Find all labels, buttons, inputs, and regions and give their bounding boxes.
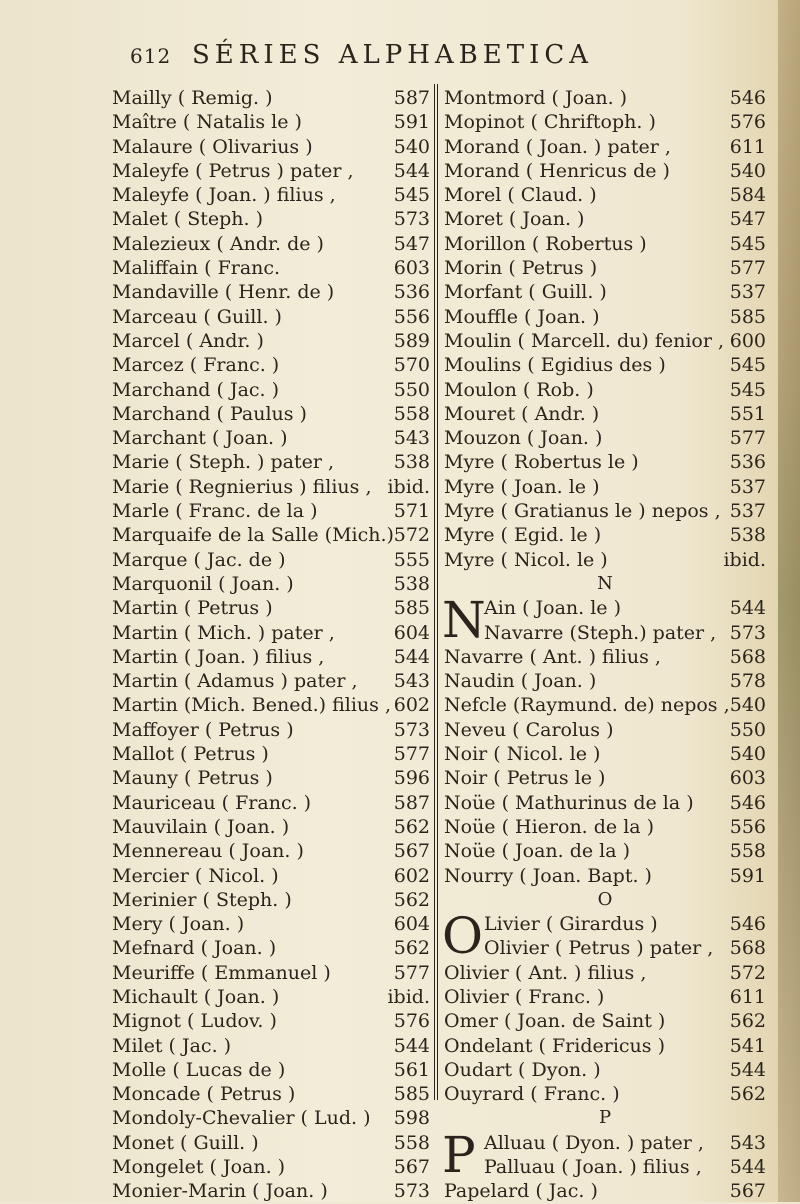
entry-page-number: 541 [729, 1034, 766, 1057]
entry-name: Moulins ( Egidius des ) [444, 354, 666, 377]
entry-name: Marque ( Jac. de ) [112, 548, 286, 571]
entry-page-number: 547 [729, 208, 766, 231]
entry-page-number: 598 [393, 1107, 430, 1130]
index-entry [444, 961, 766, 985]
index-entry [112, 742, 430, 766]
index-entry [444, 645, 766, 669]
entry-page-number: 558 [729, 840, 766, 863]
entry-name: Martin ( Mich. ) pater , [112, 621, 335, 644]
entry-page-number: 556 [729, 815, 766, 838]
entry-page-number: 546 [729, 791, 766, 814]
entry-name: Morand ( Henricus de ) [444, 159, 670, 182]
entry-name: Marcez ( Franc. ) [112, 354, 280, 377]
entry-name: Mondoly-Chevalier ( Lud. ) [112, 1107, 371, 1130]
entry-page-number: 602 [393, 864, 430, 887]
index-entry [444, 766, 766, 790]
entry-name: Monier-Marin ( Joan. ) [112, 1180, 328, 1203]
entry-name: Martin ( Joan. ) filius , [112, 645, 325, 668]
entry-page-number: 591 [393, 111, 430, 134]
index-entry [112, 548, 430, 572]
entry-name: Morillon ( Robertus ) [444, 232, 647, 255]
index-entry [112, 86, 430, 110]
entry-name: Morel ( Claud. ) [444, 184, 597, 207]
index-entry [112, 523, 430, 547]
entry-page-number: ibid. [723, 548, 766, 571]
entry-name: Maliffain ( Franc. [112, 257, 281, 280]
entry-name: Moret ( Joan. ) [444, 208, 585, 231]
index-entry [112, 450, 430, 474]
index-entry [112, 766, 430, 790]
entry-page-number: 585 [729, 305, 766, 328]
entry-page-number: 543 [393, 670, 430, 693]
entry-page-number: ibid. [387, 475, 430, 498]
right-column [444, 86, 766, 1204]
entry-name: Ondelant ( Fridericus ) [444, 1034, 665, 1057]
page-edge-stain [778, 0, 800, 1202]
entry-page-number: 538 [393, 451, 430, 474]
entry-name: Mouffle ( Joan. ) [444, 305, 600, 328]
entry-page-number: 584 [729, 184, 766, 207]
entry-name: Noüe ( Hieron. de la ) [444, 815, 655, 838]
entry-name: Oudart ( Dyon. ) [444, 1058, 601, 1081]
entry-name: Mauvilain ( Joan. ) [112, 815, 290, 838]
entry-name: Ouyrard ( Franc. ) [444, 1083, 620, 1106]
entry-name: Maleyfe ( Petrus ) pater , [112, 159, 354, 182]
left-column [112, 86, 430, 1204]
entry-name: Michault ( Joan. ) [112, 985, 280, 1008]
entry-page-number: 600 [729, 329, 766, 352]
section-heading: N [597, 572, 613, 594]
entry-page-number: 544 [729, 1156, 766, 1179]
entry-name: Livier ( Girardus ) [484, 913, 658, 936]
index-entry [444, 159, 766, 183]
index-entry [112, 572, 430, 596]
entry-name: Omer ( Joan. de Saint ) [444, 1010, 666, 1033]
entry-name: Noir ( Nicol. le ) [444, 743, 601, 766]
entry-page-number: 573 [393, 208, 430, 231]
entry-name: Marchant ( Joan. ) [112, 427, 288, 450]
entry-page-number: 589 [393, 329, 430, 352]
entry-name: Myre ( Gratianus le ) nepos , [444, 500, 721, 523]
entry-page-number: ibid. [387, 985, 430, 1008]
index-entry [112, 1058, 430, 1082]
index-entry [112, 864, 430, 888]
entry-name: Olivier ( Petrus ) pater , [484, 937, 714, 960]
index-entry [444, 207, 766, 231]
entry-page-number: 555 [393, 548, 430, 571]
entry-name: Morfant ( Guill. ) [444, 281, 607, 304]
index-entry [112, 718, 430, 742]
index-entry [112, 1131, 430, 1155]
index-entry [444, 183, 766, 207]
entry-page-number: 556 [393, 305, 430, 328]
index-entry [112, 110, 430, 134]
entry-page-number: 545 [729, 232, 766, 255]
index-entry [444, 110, 766, 134]
entry-name: Ain ( Joan. le ) [484, 597, 621, 620]
entry-name: Myre ( Nicol. le ) [444, 548, 608, 571]
entry-page-number: 577 [393, 743, 430, 766]
entry-name: Nefcle (Raymund. de) nepos , [444, 694, 730, 717]
entry-name: Mopinot ( Chriftoph. ) [444, 111, 656, 134]
index-entry [444, 548, 766, 572]
entry-page-number: 585 [393, 597, 430, 620]
entry-page-number: 571 [393, 500, 430, 523]
index-entry [112, 353, 430, 377]
index-entry [444, 1034, 766, 1058]
entry-page-number: 544 [729, 597, 766, 620]
entry-name: Marchand ( Paulus ) [112, 402, 307, 425]
entry-page-number: 546 [729, 913, 766, 936]
entry-page-number: 544 [393, 1034, 430, 1057]
index-entry [444, 1082, 766, 1106]
entry-page-number: 540 [729, 743, 766, 766]
entry-name: Maffoyer ( Petrus ) [112, 718, 294, 741]
drop-cap-letter: N [442, 591, 486, 650]
index-entry [112, 159, 430, 183]
index-entry [112, 280, 430, 304]
entry-page-number: 562 [393, 815, 430, 838]
index-entry [112, 499, 430, 523]
entry-page-number: 562 [393, 888, 430, 911]
index-entry [112, 475, 430, 499]
entry-name: Nourry ( Joan. Bapt. ) [444, 864, 652, 887]
entry-name: Mongelet ( Joan. ) [112, 1156, 286, 1179]
index-entry [112, 645, 430, 669]
index-entry [112, 621, 430, 645]
entry-page-number: 536 [393, 281, 430, 304]
entry-name: Mery ( Joan. ) [112, 913, 245, 936]
index-entry [112, 791, 430, 815]
entry-name: Mandaville ( Henr. de ) [112, 281, 335, 304]
index-entry [444, 450, 766, 474]
entry-name: Mailly ( Remig. ) [112, 87, 273, 109]
index-entry [112, 1179, 430, 1203]
index-entry [444, 1058, 766, 1082]
index-entry [444, 1155, 766, 1179]
index-entry [444, 256, 766, 280]
index-entry [444, 742, 766, 766]
index-entry [444, 378, 766, 402]
entry-name: Papelard ( Jac. ) [444, 1180, 598, 1203]
entry-page-number: 596 [393, 767, 430, 790]
entry-name: Monet ( Guill. ) [112, 1131, 259, 1154]
index-entry [444, 669, 766, 693]
entry-page-number: 567 [729, 1180, 766, 1203]
index-entry [112, 329, 430, 353]
index-entry [112, 669, 430, 693]
entry-name: Myre ( Joan. le ) [444, 475, 600, 498]
entry-name: Meuriffe ( Emmanuel ) [112, 961, 331, 984]
entry-name: Moncade ( Petrus ) [112, 1083, 296, 1106]
entry-page-number: 537 [729, 281, 766, 304]
entry-name: Moulon ( Rob. ) [444, 378, 594, 401]
entry-page-number: 604 [393, 913, 430, 936]
entry-name: Mefnard ( Joan. ) [112, 937, 277, 960]
entry-page-number: 577 [393, 961, 430, 984]
entry-name: Marie ( Steph. ) pater , [112, 451, 335, 474]
index-entry [112, 378, 430, 402]
index-entry [444, 523, 766, 547]
entry-page-number: 558 [393, 1131, 430, 1154]
index-entry [444, 280, 766, 304]
entry-name: Maleyfe ( Joan. ) filius , [112, 184, 336, 207]
entry-page-number: 602 [393, 694, 430, 717]
entry-page-number: 537 [729, 475, 766, 498]
entry-name: Malezieux ( Andr. de ) [112, 232, 324, 255]
entry-page-number: 573 [729, 621, 766, 644]
entry-page-number: 543 [393, 427, 430, 450]
index-entry [444, 499, 766, 523]
entry-page-number: 604 [393, 621, 430, 644]
entry-name: Mauriceau ( Franc. ) [112, 791, 312, 814]
entry-name: Milet ( Jac. ) [112, 1034, 232, 1057]
entry-page-number: 544 [393, 159, 430, 182]
entry-name: Mouzon ( Joan. ) [444, 427, 603, 450]
index-entry [444, 1009, 766, 1033]
entry-name: Merinier ( Steph. ) [112, 888, 292, 911]
entry-page-number: 572 [393, 524, 430, 547]
index-entry [444, 839, 766, 863]
drop-cap-letter: O [442, 907, 483, 966]
entry-page-number: 540 [729, 159, 766, 182]
index-entry [112, 402, 430, 426]
entry-page-number: 562 [729, 1010, 766, 1033]
entry-name: Martin ( Petrus ) [112, 597, 273, 620]
entry-page-number: 545 [729, 378, 766, 401]
entry-name: Martin ( Adamus ) pater , [112, 670, 358, 693]
entry-name: Naudin ( Joan. ) [444, 670, 597, 693]
entry-name: Mennereau ( Joan. ) [112, 840, 304, 863]
index-entry [444, 864, 766, 888]
entry-page-number: 611 [729, 135, 766, 158]
entry-page-number: 587 [393, 791, 430, 814]
column-divider [434, 84, 438, 1100]
entry-name: Morand ( Joan. ) pater , [444, 135, 671, 158]
entry-page-number: 570 [393, 354, 430, 377]
entry-name: Moulin ( Marcell. du) fenior , [444, 329, 725, 352]
index-entry [112, 426, 430, 450]
entry-name: Navarre ( Ant. ) filius , [444, 645, 661, 668]
index-entry [112, 1009, 430, 1033]
entry-name: Montmord ( Joan. ) [444, 87, 628, 109]
entry-name: Marceau ( Guill. ) [112, 305, 282, 328]
entry-page-number: 603 [729, 767, 766, 790]
entry-name: Olivier ( Franc. ) [444, 985, 605, 1008]
entry-page-number: 545 [729, 354, 766, 377]
entry-name: Molle ( Lucas de ) [112, 1058, 286, 1081]
index-entry [112, 839, 430, 863]
index-entry [112, 961, 430, 985]
entry-page-number: 550 [729, 718, 766, 741]
drop-cap-letter: P [442, 1125, 476, 1184]
entry-page-number: 550 [393, 378, 430, 401]
entry-name: Martin (Mich. Bened.) filius , [112, 694, 391, 717]
entry-page-number: 568 [729, 937, 766, 960]
index-entry [444, 718, 766, 742]
entry-name: Noüe ( Mathurinus de la ) [444, 791, 694, 814]
entry-name: Marie ( Regnierius ) filius , [112, 475, 372, 498]
index-entry [444, 329, 766, 353]
entry-name: Maître ( Natalis le ) [112, 111, 302, 134]
index-entry [112, 815, 430, 839]
entry-page-number: 537 [729, 500, 766, 523]
entry-page-number: 545 [393, 184, 430, 207]
entry-name: Mauny ( Petrus ) [112, 767, 273, 790]
index-entry [444, 426, 766, 450]
index-entry [444, 621, 766, 645]
entry-page-number: 578 [729, 670, 766, 693]
index-entry [444, 815, 766, 839]
index-entry [112, 135, 430, 159]
index-entry [112, 207, 430, 231]
entry-page-number: 540 [393, 135, 430, 158]
entry-name: Marquaife de la Salle (Mich.) [112, 524, 394, 547]
entry-page-number: 547 [393, 232, 430, 255]
entry-page-number: 546 [729, 87, 766, 109]
entry-page-number: 558 [393, 402, 430, 425]
entry-page-number: 538 [729, 524, 766, 547]
index-entry [112, 596, 430, 620]
entry-page-number: 540 [729, 694, 766, 717]
page-title: SÉRIES ALPHABETICA [192, 40, 594, 70]
entry-page-number: 587 [393, 87, 430, 109]
index-entry [444, 135, 766, 159]
entry-page-number: 603 [393, 257, 430, 280]
index-entry [112, 183, 430, 207]
entry-page-number: 572 [729, 961, 766, 984]
index-entry [444, 402, 766, 426]
index-entry [444, 791, 766, 815]
entry-name: Marle ( Franc. de la ) [112, 500, 318, 523]
entry-name: Malaure ( Olivarius ) [112, 135, 313, 158]
entry-name: Myre ( Egid. le ) [444, 524, 602, 547]
entry-page-number: 536 [729, 451, 766, 474]
index-entry [112, 888, 430, 912]
section-heading: P [598, 1107, 612, 1129]
entry-page-number: 568 [729, 645, 766, 668]
entry-page-number: 576 [393, 1010, 430, 1033]
entry-name: Malet ( Steph. ) [112, 208, 264, 231]
entry-name: Marchand ( Jac. ) [112, 378, 280, 401]
index-entry [112, 232, 430, 256]
entry-page-number: 544 [729, 1058, 766, 1081]
entry-page-number: 573 [393, 718, 430, 741]
index-entry [112, 936, 430, 960]
index-entry [444, 353, 766, 377]
entry-page-number: 551 [729, 402, 766, 425]
index-entry [112, 985, 430, 1009]
entry-page-number: 562 [729, 1083, 766, 1106]
index-entry [112, 1034, 430, 1058]
index-entry [444, 985, 766, 1009]
entry-name: Neveu ( Carolus ) [444, 718, 614, 741]
entry-name: Marcel ( Andr. ) [112, 329, 264, 352]
entry-name: Marquonil ( Joan. ) [112, 572, 294, 595]
page-number: 612 [130, 44, 172, 68]
index-entry [112, 256, 430, 280]
entry-name: Mercier ( Nicol. ) [112, 864, 279, 887]
index-entry [112, 1082, 430, 1106]
entry-page-number: 585 [393, 1083, 430, 1106]
entry-page-number: 544 [393, 645, 430, 668]
index-entry [112, 912, 430, 936]
entry-name: Mallot ( Petrus ) [112, 743, 269, 766]
entry-page-number: 567 [393, 1156, 430, 1179]
entry-name: Navarre (Steph.) pater , [484, 621, 717, 644]
index-entry [112, 305, 430, 329]
entry-page-number: 577 [729, 427, 766, 450]
entry-name: Morin ( Petrus ) [444, 257, 598, 280]
entry-name: Noüe ( Joan. de la ) [444, 840, 631, 863]
entry-name: Alluau ( Dyon. ) pater , [484, 1131, 704, 1154]
page-header [130, 40, 670, 80]
entry-name: Mouret ( Andr. ) [444, 402, 600, 425]
entry-page-number: 567 [393, 840, 430, 863]
entry-page-number: 576 [729, 111, 766, 134]
entry-name: Mignot ( Ludov. ) [112, 1010, 277, 1033]
entry-name: Olivier ( Ant. ) filius , [444, 961, 647, 984]
index-entry [112, 1106, 430, 1130]
index-entry [444, 693, 766, 717]
entry-name: Palluau ( Joan. ) filius , [484, 1156, 702, 1179]
entry-name: Noir ( Petrus le ) [444, 767, 606, 790]
section-heading: O [597, 888, 613, 910]
index-entry [112, 693, 430, 717]
index-entry [444, 305, 766, 329]
index-entry [112, 1155, 430, 1179]
index-entry [444, 86, 766, 110]
index-entry [444, 232, 766, 256]
entry-page-number: 611 [729, 985, 766, 1008]
entry-page-number: 561 [393, 1058, 430, 1081]
entry-name: Myre ( Robertus le ) [444, 451, 639, 474]
index-entry [444, 1179, 766, 1203]
index-entry [444, 936, 766, 960]
entry-page-number: 538 [393, 572, 430, 595]
index-entry [444, 475, 766, 499]
entry-page-number: 591 [729, 864, 766, 887]
entry-page-number: 562 [393, 937, 430, 960]
entry-page-number: 573 [393, 1180, 430, 1203]
entry-page-number: 543 [729, 1131, 766, 1154]
entry-page-number: 577 [729, 257, 766, 280]
